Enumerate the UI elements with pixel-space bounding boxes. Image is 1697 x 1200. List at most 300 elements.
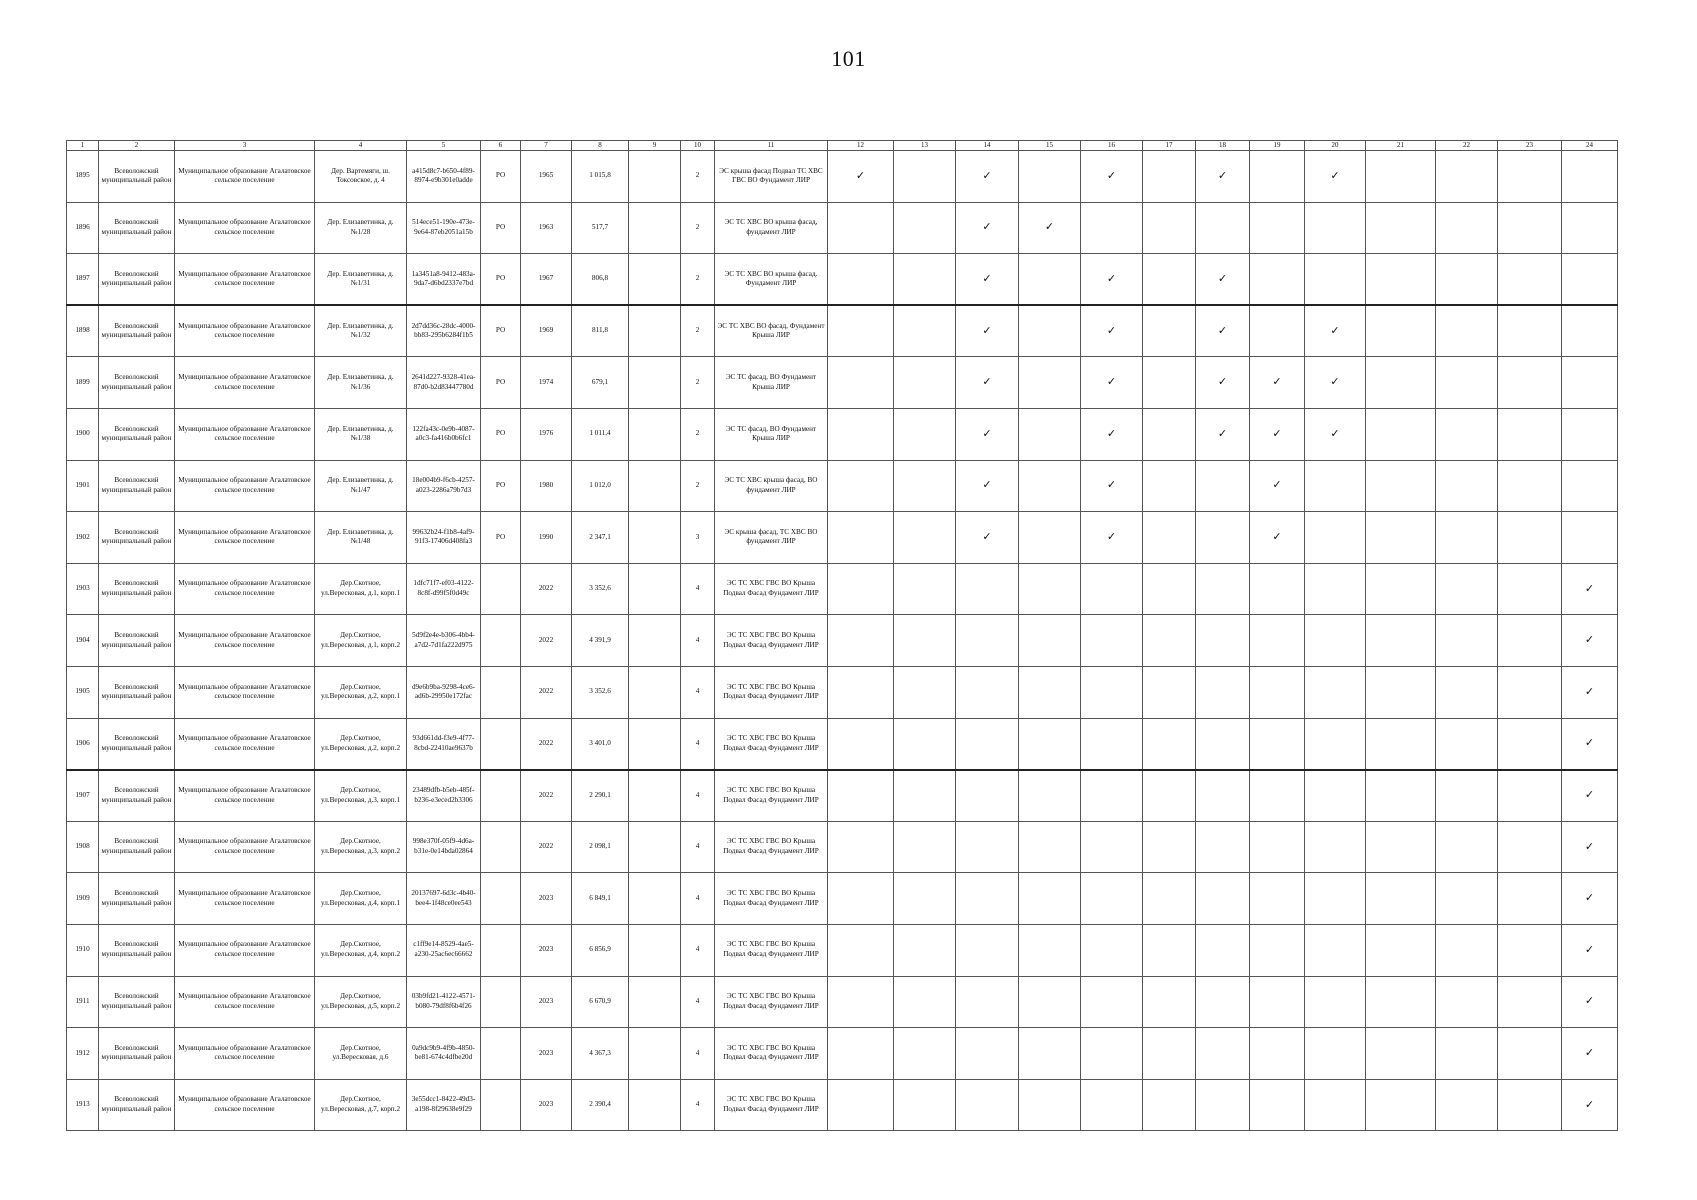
district-cell: Всеволожский муниципальный район (99, 821, 175, 873)
work-column-16-cell (1081, 305, 1143, 357)
column-10-cell: 4 (681, 924, 715, 976)
checkmark-icon: ✓ (1330, 426, 1340, 440)
work-column-19-cell (1250, 357, 1305, 409)
work-column-15-cell (1019, 718, 1081, 770)
type-cell: РО (481, 408, 521, 460)
column-number-header: 3 (175, 141, 315, 151)
work-column-21-cell (1366, 563, 1436, 615)
work-column-16-cell (1081, 202, 1143, 254)
work-column-14-cell (956, 718, 1019, 770)
district-cell: Всеволожский муниципальный район (99, 718, 175, 770)
area-cell: 1 011,4 (572, 408, 629, 460)
year-cell: 1990 (521, 512, 572, 564)
checkmark-icon: ✓ (1217, 323, 1228, 337)
work-column-19-cell (1250, 254, 1305, 306)
column-number-header: 8 (572, 141, 629, 151)
table-row (67, 770, 1618, 822)
work-column-19-cell (1250, 873, 1305, 925)
works-cell: ЭС ТС фасад, ВО Фундамент Крыша ЛИР (715, 357, 828, 409)
work-column-16-cell (1081, 151, 1143, 203)
work-column-24-cell (1562, 1028, 1618, 1080)
type-cell (481, 924, 521, 976)
year-cell: 2022 (521, 718, 572, 770)
work-column-22-cell (1436, 151, 1498, 203)
work-column-19-cell (1250, 202, 1305, 254)
table-row (67, 1079, 1618, 1131)
column-number-header: 23 (1498, 141, 1562, 151)
column-9-cell (629, 821, 681, 873)
guid-cell: 18e004b9-f6cb-4257-a023-2286a79b7d3 (407, 460, 481, 512)
work-column-21-cell (1366, 666, 1436, 718)
work-column-16-cell (1081, 563, 1143, 615)
guid-cell: 3e55dcc1-8422-49d3-a198-8f29638e9f29 (407, 1079, 481, 1131)
work-column-23-cell (1498, 512, 1562, 564)
area-cell: 1 015,8 (572, 151, 629, 203)
work-column-21-cell (1366, 460, 1436, 512)
work-column-13-cell (894, 1028, 956, 1080)
area-cell: 2 290,1 (572, 770, 629, 822)
work-column-20-cell (1305, 151, 1366, 203)
row-number-cell: 1909 (67, 873, 99, 925)
work-column-18-cell (1196, 924, 1250, 976)
year-cell: 1963 (521, 202, 572, 254)
checkmark-icon: ✓ (1584, 581, 1595, 595)
work-column-24-cell (1562, 1079, 1618, 1131)
work-column-18-cell (1196, 305, 1250, 357)
guid-cell: 20137697-6d3c-4b40-bee4-1f48ce0ee543 (407, 873, 481, 925)
work-column-20-cell (1305, 924, 1366, 976)
work-column-19-cell (1250, 666, 1305, 718)
municipality-cell: Муниципальное образование Агалатовское сельское поселение (175, 821, 315, 873)
work-column-15-cell (1019, 357, 1081, 409)
checkmark-icon: ✓ (1584, 942, 1595, 956)
work-column-13-cell (894, 666, 956, 718)
work-column-22-cell (1436, 770, 1498, 822)
district-cell: Всеволожский муниципальный район (99, 151, 175, 203)
work-column-24-cell (1562, 357, 1618, 409)
work-column-24-cell (1562, 151, 1618, 203)
table-row (67, 924, 1618, 976)
column-number-header: 12 (828, 141, 894, 151)
address-cell: Дер.Скотное, ул.Вересковая, д.7, корп.2 (315, 1079, 407, 1131)
guid-cell: 99632b24-f1b8-4af9-91f3-17406d408fa3 (407, 512, 481, 564)
work-column-16-cell (1081, 821, 1143, 873)
work-column-15-cell (1019, 666, 1081, 718)
work-column-19-cell (1250, 563, 1305, 615)
work-column-12-cell (828, 615, 894, 667)
guid-cell: 03b9fd21-4122-4571-b080-79df8f6b4f26 (407, 976, 481, 1028)
row-number-cell: 1905 (67, 666, 99, 718)
year-cell: 2022 (521, 821, 572, 873)
work-column-12-cell (828, 512, 894, 564)
table-row (67, 821, 1618, 873)
district-cell: Всеволожский муниципальный район (99, 408, 175, 460)
work-column-14-cell (956, 563, 1019, 615)
work-column-12-cell (828, 408, 894, 460)
district-cell: Всеволожский муниципальный район (99, 924, 175, 976)
column-9-cell (629, 202, 681, 254)
work-column-14-cell (956, 151, 1019, 203)
work-column-24-cell (1562, 924, 1618, 976)
address-cell: Дер. Елизаветинка, д. №1/31 (315, 254, 407, 306)
row-number-cell: 1902 (67, 512, 99, 564)
address-cell: Дер.Скотное, ул.Вересковая, д.6 (315, 1028, 407, 1080)
municipality-cell: Муниципальное образование Агалатовское сельское поселение (175, 770, 315, 822)
column-number-header: 13 (894, 141, 956, 151)
work-column-12-cell (828, 1079, 894, 1131)
work-column-16-cell (1081, 615, 1143, 667)
work-column-18-cell (1196, 976, 1250, 1028)
work-column-17-cell (1143, 563, 1196, 615)
district-cell: Всеволожский муниципальный район (99, 770, 175, 822)
column-number-header: 4 (315, 141, 407, 151)
work-column-16-cell (1081, 254, 1143, 306)
municipality-cell: Муниципальное образование Агалатовское сельское поселение (175, 408, 315, 460)
type-cell: РО (481, 254, 521, 306)
column-10-cell: 4 (681, 1028, 715, 1080)
work-column-24-cell (1562, 460, 1618, 512)
work-column-22-cell (1436, 873, 1498, 925)
work-column-17-cell (1143, 976, 1196, 1028)
work-column-15-cell (1019, 563, 1081, 615)
work-column-18-cell (1196, 563, 1250, 615)
municipality-cell: Муниципальное образование Агалатовское сельское поселение (175, 460, 315, 512)
work-column-20-cell (1305, 357, 1366, 409)
work-column-17-cell (1143, 202, 1196, 254)
work-column-21-cell (1366, 1079, 1436, 1131)
work-column-20-cell (1305, 770, 1366, 822)
work-column-23-cell (1498, 976, 1562, 1028)
work-column-19-cell (1250, 924, 1305, 976)
area-cell: 2 347,1 (572, 512, 629, 564)
work-column-20-cell (1305, 1079, 1366, 1131)
year-cell: 1965 (521, 151, 572, 203)
work-column-15-cell (1019, 976, 1081, 1028)
column-number-header: 21 (1366, 141, 1436, 151)
work-column-13-cell (894, 976, 956, 1028)
column-number-header: 18 (1196, 141, 1250, 151)
work-column-18-cell (1196, 1079, 1250, 1131)
work-column-23-cell (1498, 563, 1562, 615)
work-column-24-cell (1562, 408, 1618, 460)
work-column-13-cell (894, 821, 956, 873)
work-column-17-cell (1143, 512, 1196, 564)
work-column-18-cell (1196, 821, 1250, 873)
municipality-cell: Муниципальное образование Агалатовское сельское поселение (175, 1028, 315, 1080)
work-column-17-cell (1143, 770, 1196, 822)
work-column-12-cell (828, 305, 894, 357)
address-cell: Дер. Вартемяги, ш. Токсовское, д. 4 (315, 151, 407, 203)
address-cell: Дер. Елизаветинка, д. №1/47 (315, 460, 407, 512)
checkmark-icon: ✓ (1584, 633, 1595, 647)
table-row (67, 151, 1618, 203)
work-column-15-cell (1019, 254, 1081, 306)
area-cell: 1 012,0 (572, 460, 629, 512)
year-cell: 2022 (521, 563, 572, 615)
work-column-16-cell (1081, 512, 1143, 564)
address-cell: Дер.Скотное, ул.Вересковая, д.2, корп.1 (315, 666, 407, 718)
work-column-23-cell (1498, 666, 1562, 718)
column-9-cell (629, 512, 681, 564)
work-column-14-cell (956, 1079, 1019, 1131)
work-column-21-cell (1366, 151, 1436, 203)
column-9-cell (629, 924, 681, 976)
work-column-21-cell (1366, 770, 1436, 822)
type-cell (481, 821, 521, 873)
works-cell: ЭС ТС ХВС ГВС ВО Крыша Подвал Фасад Фундамент ЛИР (715, 873, 828, 925)
work-column-24-cell (1562, 873, 1618, 925)
work-column-22-cell (1436, 976, 1498, 1028)
address-cell: Дер. Елизаветинка, д. №1/48 (315, 512, 407, 564)
work-column-19-cell (1250, 615, 1305, 667)
row-number-cell: 1911 (67, 976, 99, 1028)
column-number-header: 15 (1019, 141, 1081, 151)
checkmark-icon: ✓ (1217, 375, 1228, 389)
address-cell: Дер.Скотное, ул.Вересковая, д.1, корп.2 (315, 615, 407, 667)
year-cell: 2023 (521, 924, 572, 976)
type-cell (481, 563, 521, 615)
row-number-cell: 1899 (67, 357, 99, 409)
work-column-12-cell (828, 821, 894, 873)
work-column-12-cell (828, 976, 894, 1028)
work-column-12-cell (828, 1028, 894, 1080)
row-number-cell: 1896 (67, 202, 99, 254)
work-column-18-cell (1196, 873, 1250, 925)
address-cell: Дер. Елизаветинка, д. №1/38 (315, 408, 407, 460)
column-9-cell (629, 408, 681, 460)
column-number-header: 9 (629, 141, 681, 151)
row-number-cell: 1913 (67, 1079, 99, 1131)
area-cell: 3 352,6 (572, 563, 629, 615)
type-cell: РО (481, 151, 521, 203)
column-number-header: 2 (99, 141, 175, 151)
column-10-cell: 4 (681, 821, 715, 873)
table-row (67, 615, 1618, 667)
table-row (67, 563, 1618, 615)
work-column-21-cell (1366, 512, 1436, 564)
work-column-15-cell (1019, 460, 1081, 512)
work-column-18-cell (1196, 512, 1250, 564)
work-column-20-cell (1305, 718, 1366, 770)
work-column-14-cell (956, 770, 1019, 822)
checkmark-icon: ✓ (1106, 323, 1117, 337)
works-cell: ЭС ТС ХВС ГВС ВО Крыша Подвал Фасад Фундамент ЛИР (715, 718, 828, 770)
work-column-14-cell (956, 202, 1019, 254)
column-9-cell (629, 666, 681, 718)
work-column-15-cell (1019, 512, 1081, 564)
checkmark-icon: ✓ (1584, 736, 1595, 750)
work-column-15-cell (1019, 924, 1081, 976)
column-9-cell (629, 1079, 681, 1131)
works-cell: ЭС ТС ХВС ГВС ВО Крыша Подвал Фасад Фундамент ЛИР (715, 770, 828, 822)
column-9-cell (629, 151, 681, 203)
work-column-24-cell (1562, 770, 1618, 822)
checkmark-icon: ✓ (982, 530, 992, 544)
work-column-15-cell (1019, 151, 1081, 203)
year-cell: 2023 (521, 873, 572, 925)
work-column-13-cell (894, 873, 956, 925)
checkmark-icon: ✓ (1106, 530, 1117, 544)
municipality-cell: Муниципальное образование Агалатовское сельское поселение (175, 151, 315, 203)
checkmark-icon: ✓ (1272, 478, 1282, 492)
work-column-19-cell (1250, 305, 1305, 357)
work-column-20-cell (1305, 666, 1366, 718)
municipality-cell: Муниципальное образование Агалатовское сельское поселение (175, 512, 315, 564)
works-cell: ЭС ТС ХВС ГВС ВО Крыша Подвал Фасад Фундамент ЛИР (715, 615, 828, 667)
column-9-cell (629, 460, 681, 512)
work-column-17-cell (1143, 151, 1196, 203)
page-number: 101 (831, 46, 866, 71)
district-cell: Всеволожский муниципальный район (99, 512, 175, 564)
work-column-17-cell (1143, 254, 1196, 306)
type-cell: РО (481, 357, 521, 409)
work-column-13-cell (894, 563, 956, 615)
column-number-header: 5 (407, 141, 481, 151)
guid-cell: 5d9f2e4e-b306-4bb4-a7d2-7d1fa222d975 (407, 615, 481, 667)
works-cell: ЭС ТС ХВС ГВС ВО Крыша Подвал Фасад Фундамент ЛИР (715, 1079, 828, 1131)
column-10-cell: 2 (681, 357, 715, 409)
work-column-16-cell (1081, 408, 1143, 460)
work-column-22-cell (1436, 563, 1498, 615)
work-column-22-cell (1436, 357, 1498, 409)
district-cell: Всеволожский муниципальный район (99, 460, 175, 512)
type-cell (481, 873, 521, 925)
work-column-24-cell (1562, 718, 1618, 770)
work-column-22-cell (1436, 254, 1498, 306)
address-cell: Дер.Скотное, ул.Вересковая, д.5, корп.2 (315, 976, 407, 1028)
municipality-cell: Муниципальное образование Агалатовское сельское поселение (175, 254, 315, 306)
type-cell (481, 770, 521, 822)
work-column-14-cell (956, 821, 1019, 873)
work-column-15-cell (1019, 615, 1081, 667)
work-column-12-cell (828, 254, 894, 306)
checkmark-icon: ✓ (1217, 426, 1228, 440)
column-number-header: 19 (1250, 141, 1305, 151)
work-column-14-cell (956, 615, 1019, 667)
column-9-cell (629, 615, 681, 667)
work-column-18-cell (1196, 718, 1250, 770)
work-column-17-cell (1143, 1028, 1196, 1080)
column-10-cell: 2 (681, 202, 715, 254)
guid-cell: 1dfc71f7-ef03-4122-8c8f-d99f5f0d49c (407, 563, 481, 615)
guid-cell: 514ece51-190e-473e-9e64-87eb2051a15b (407, 202, 481, 254)
work-column-20-cell (1305, 821, 1366, 873)
checkmark-icon: ✓ (1106, 375, 1117, 389)
work-column-23-cell (1498, 202, 1562, 254)
work-column-12-cell (828, 151, 894, 203)
checkmark-icon: ✓ (982, 323, 992, 337)
works-cell: ЭС ТС ХВС крыша фасад, ВО фундамент ЛИР (715, 460, 828, 512)
work-column-14-cell (956, 512, 1019, 564)
work-column-24-cell (1562, 976, 1618, 1028)
address-cell: Дер. Елизаветинка, д. №1/28 (315, 202, 407, 254)
work-column-13-cell (894, 202, 956, 254)
year-cell: 2022 (521, 666, 572, 718)
works-cell: ЭС крыша фасад, ТС ХВС ВО фундамент ЛИР (715, 512, 828, 564)
work-column-19-cell (1250, 821, 1305, 873)
address-cell: Дер.Скотное, ул.Вересковая, д.4, корп.1 (315, 873, 407, 925)
guid-cell: 0a9dc9b9-4f9b-4850-be81-674c4dfbe20d (407, 1028, 481, 1080)
work-column-23-cell (1498, 305, 1562, 357)
type-cell (481, 666, 521, 718)
work-column-22-cell (1436, 615, 1498, 667)
work-column-18-cell (1196, 770, 1250, 822)
work-column-16-cell (1081, 718, 1143, 770)
work-column-13-cell (894, 305, 956, 357)
checkmark-icon: ✓ (1584, 839, 1595, 853)
work-column-14-cell (956, 976, 1019, 1028)
work-column-23-cell (1498, 408, 1562, 460)
column-10-cell: 2 (681, 408, 715, 460)
work-column-16-cell (1081, 460, 1143, 512)
work-column-13-cell (894, 151, 956, 203)
work-column-16-cell (1081, 976, 1143, 1028)
work-column-19-cell (1250, 718, 1305, 770)
column-10-cell: 2 (681, 460, 715, 512)
column-number-header: 20 (1305, 141, 1366, 151)
column-number-header: 11 (715, 141, 828, 151)
work-column-22-cell (1436, 408, 1498, 460)
work-column-20-cell (1305, 1028, 1366, 1080)
work-column-18-cell (1196, 1028, 1250, 1080)
work-column-17-cell (1143, 718, 1196, 770)
year-cell: 2022 (521, 770, 572, 822)
column-9-cell (629, 357, 681, 409)
work-column-21-cell (1366, 254, 1436, 306)
row-number-cell: 1907 (67, 770, 99, 822)
checkmark-icon: ✓ (1330, 168, 1340, 182)
work-column-17-cell (1143, 666, 1196, 718)
work-column-16-cell (1081, 1028, 1143, 1080)
district-cell: Всеволожский муниципальный район (99, 666, 175, 718)
work-column-12-cell (828, 718, 894, 770)
work-column-21-cell (1366, 718, 1436, 770)
work-column-22-cell (1436, 460, 1498, 512)
year-cell: 1974 (521, 357, 572, 409)
work-column-15-cell (1019, 821, 1081, 873)
work-column-23-cell (1498, 718, 1562, 770)
area-cell: 6 856,9 (572, 924, 629, 976)
column-10-cell: 4 (681, 718, 715, 770)
checkmark-icon: ✓ (1584, 684, 1595, 698)
work-column-18-cell (1196, 460, 1250, 512)
work-column-13-cell (894, 924, 956, 976)
work-column-13-cell (894, 615, 956, 667)
area-cell: 3 401,0 (572, 718, 629, 770)
works-cell: ЭС ТС ХВС ГВС ВО Крыша Подвал Фасад Фундамент ЛИР (715, 1028, 828, 1080)
row-number-cell: 1906 (67, 718, 99, 770)
work-column-19-cell (1250, 770, 1305, 822)
address-cell: Дер.Скотное, ул.Вересковая, д.2, корп.2 (315, 718, 407, 770)
work-column-21-cell (1366, 1028, 1436, 1080)
municipality-cell: Муниципальное образование Агалатовское сельское поселение (175, 924, 315, 976)
work-column-19-cell (1250, 1079, 1305, 1131)
works-cell: ЭС ТС ХВС ВО фасад, Фундамент Крыша ЛИР (715, 305, 828, 357)
work-column-13-cell (894, 512, 956, 564)
work-column-13-cell (894, 770, 956, 822)
type-cell: РО (481, 305, 521, 357)
row-number-cell: 1912 (67, 1028, 99, 1080)
work-column-15-cell (1019, 305, 1081, 357)
checkmark-icon: ✓ (1106, 478, 1117, 492)
work-column-17-cell (1143, 873, 1196, 925)
work-column-15-cell (1019, 770, 1081, 822)
guid-cell: 998e370f-05f9-4d6a-b31e-0e14bda02864 (407, 821, 481, 873)
column-9-cell (629, 976, 681, 1028)
type-cell (481, 1028, 521, 1080)
table-row (67, 357, 1618, 409)
work-column-14-cell (956, 666, 1019, 718)
